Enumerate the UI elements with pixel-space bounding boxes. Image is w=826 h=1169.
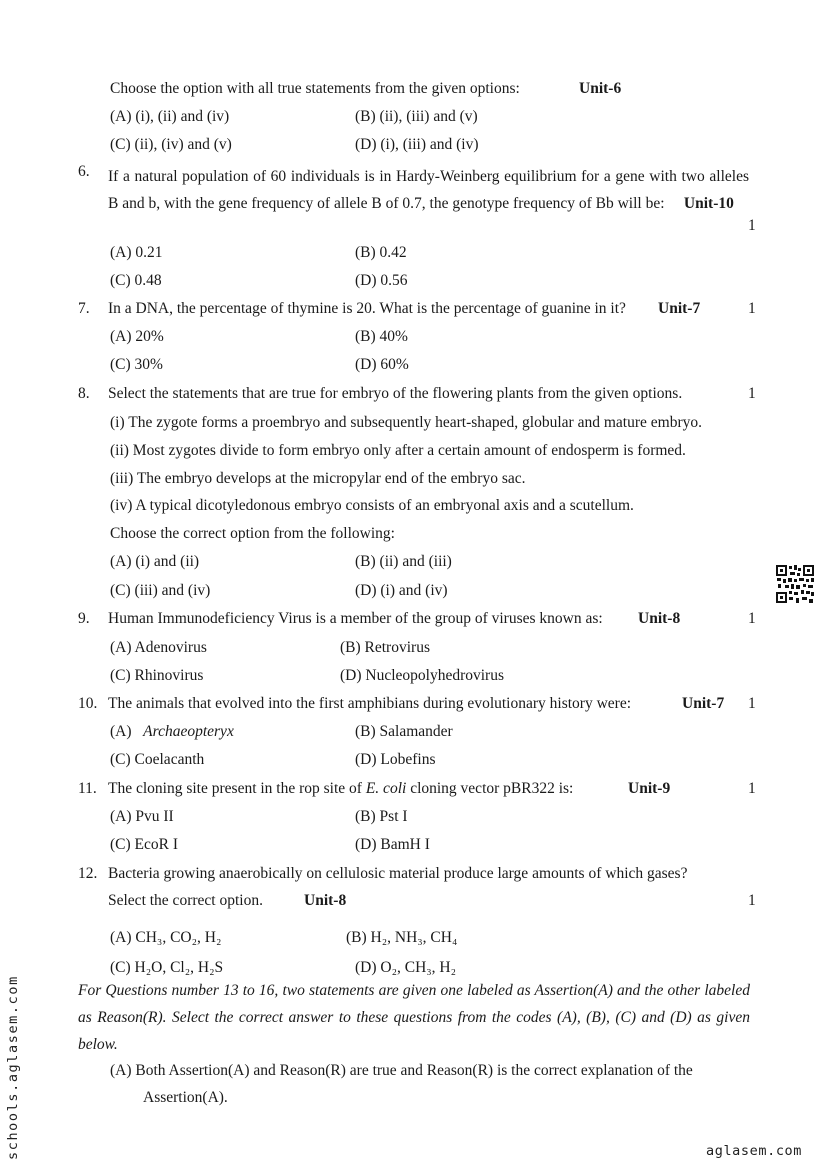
q12-option-c: (C) H₂O, Cl₂, H₂S — [110, 959, 224, 976]
q9-unit: Unit-8 — [638, 610, 681, 627]
q5-option-c: (C) (ii), (iv) and (v) — [110, 136, 232, 153]
q6-unit: Unit-10 — [683, 195, 734, 212]
q7-number: 7. — [78, 300, 90, 317]
q11-marks: 1 — [748, 780, 756, 797]
q8-statement-iv: (iv) A typical dicotyledonous embryo consists of an embryonal axis and a scutellum. — [110, 497, 634, 514]
q11-option-d: (D) BamH I — [355, 836, 430, 853]
assertion-reason-instructions: For Questions number 13 to 16, two statements are given one labeled as Assertion(A) and the other labeled as Reason(R). Select the correct answer to these questions from the codes (A), (B), (C) and (D) as given below. — [78, 982, 750, 1053]
q11-number: 11. — [78, 780, 97, 797]
q5-option-a: (A) (i), (ii) and (iv) — [110, 108, 230, 125]
q11-option-c: (C) EcoR I — [110, 836, 179, 853]
code-a-line-2: Assertion(A). — [143, 1089, 228, 1106]
q10-unit: Unit-7 — [682, 695, 725, 712]
q12-unit: Unit-8 — [304, 892, 347, 909]
q9-option-c: (C) Rhinovirus — [110, 667, 204, 684]
code-a-line-1: (A) Both Assertion(A) and Reason(R) are true and Reason(R) is the correct explanation of the — [110, 1062, 693, 1079]
q9-option-d: (D) Nucleopolyhedrovirus — [340, 667, 504, 684]
q10-marks: 1 — [748, 695, 756, 712]
q11-option-a: (A) Pvu II — [110, 808, 174, 825]
q12-stem: Bacteria growing anaerobically on cellulosic material produce large amounts of which gases? — [108, 865, 688, 882]
q12-option-a: (A) CH₃, CO₂, H₂ — [110, 929, 222, 946]
q6-option-d: (D) 0.56 — [355, 272, 408, 289]
q7-unit: Unit-7 — [658, 300, 701, 317]
q10-option-d: (D) Lobefins — [355, 751, 436, 768]
q6-option-c: (C) 0.48 — [110, 272, 162, 289]
q6-option-b: (B) 0.42 — [355, 244, 407, 261]
q12-stem-2: Select the correct option. — [108, 892, 263, 909]
q11-unit: Unit-9 — [628, 780, 671, 797]
q5-unit: Unit-6 — [579, 80, 622, 97]
q7-marks: 1 — [748, 300, 756, 317]
q8-statement-ii: (ii) Most zygotes divide to form embryo only after a certain amount of endosperm is formed. — [110, 442, 686, 459]
q7-option-d: (D) 60% — [355, 356, 409, 373]
q11-stem: The cloning site present in the rop site of E. coli cloning vector pBR322 is: — [108, 780, 574, 797]
q9-option-b: (B) Retrovirus — [340, 639, 430, 656]
q10-option-c: (C) Coelacanth — [110, 751, 205, 768]
q10-stem: The animals that evolved into the first amphibians during evolutionary history were: — [108, 695, 632, 712]
q10-option-a: (A) Archaeopteryx — [110, 723, 234, 740]
q9-stem: Human Immunodeficiency Virus is a member of the group of viruses known as: — [108, 610, 603, 627]
q10-number: 10. — [78, 695, 98, 712]
q8-stem: Select the statements that are true for embryo of the flowering plants from the given options. — [108, 385, 683, 402]
q5-stem: Choose the option with all true statements from the given options: — [110, 80, 520, 97]
q8-statement-iii: (iii) The embryo develops at the micropylar end of the embryo sac. — [110, 470, 526, 487]
q8-number: 8. — [78, 385, 90, 402]
q8-option-c: (C) (iii) and (iv) — [110, 582, 211, 599]
q11-option-b: (B) Pst I — [355, 808, 408, 825]
q8-option-b: (B) (ii) and (iii) — [355, 553, 452, 570]
q6-stem: If a natural population of 60 individuals is in Hardy-Weinberg equilibrium for a gene with two alleles B and b, with the gene frequency of allele B of 0.7, the genotype frequency of Bb will be: Unit-10 — [108, 168, 749, 212]
q8-statement-i: (i) The zygote forms a proembryo and subsequently heart-shaped, globular and mature embryo. — [110, 414, 702, 431]
q9-marks: 1 — [748, 610, 756, 627]
q5-option-d: (D) (i), (iii) and (iv) — [355, 136, 479, 153]
q6-number: 6. — [78, 163, 90, 180]
q7-stem: In a DNA, the percentage of thymine is 20. What is the percentage of guanine in it? — [108, 300, 626, 317]
q7-option-b: (B) 40% — [355, 328, 408, 345]
q5-option-b: (B) (ii), (iii) and (v) — [355, 108, 478, 125]
qr-code-icon — [775, 564, 815, 604]
footer-watermark: aglasem.com — [706, 1143, 803, 1159]
q12-marks: 1 — [748, 892, 756, 909]
q8-marks: 1 — [748, 385, 756, 402]
q8-option-a: (A) (i) and (ii) — [110, 553, 200, 570]
q12-option-d: (D) O₂, CH₃, H₂ — [355, 959, 457, 976]
side-watermark: schools.aglasem.com — [5, 975, 21, 1160]
q8-prompt: Choose the correct option from the following: — [110, 525, 395, 542]
q12-option-b: (B) H₂, NH₃, CH₄ — [346, 929, 458, 946]
q12-number: 12. — [78, 865, 98, 882]
q9-number: 9. — [78, 610, 90, 627]
q8-option-d: (D) (i) and (iv) — [355, 582, 448, 599]
q6-option-a: (A) 0.21 — [110, 244, 163, 261]
q7-option-a: (A) 20% — [110, 328, 164, 345]
q9-option-a: (A) Adenovirus — [110, 639, 207, 656]
q7-option-c: (C) 30% — [110, 356, 163, 373]
q6-marks: 1 — [748, 217, 756, 234]
q10-option-b: (B) Salamander — [355, 723, 453, 740]
